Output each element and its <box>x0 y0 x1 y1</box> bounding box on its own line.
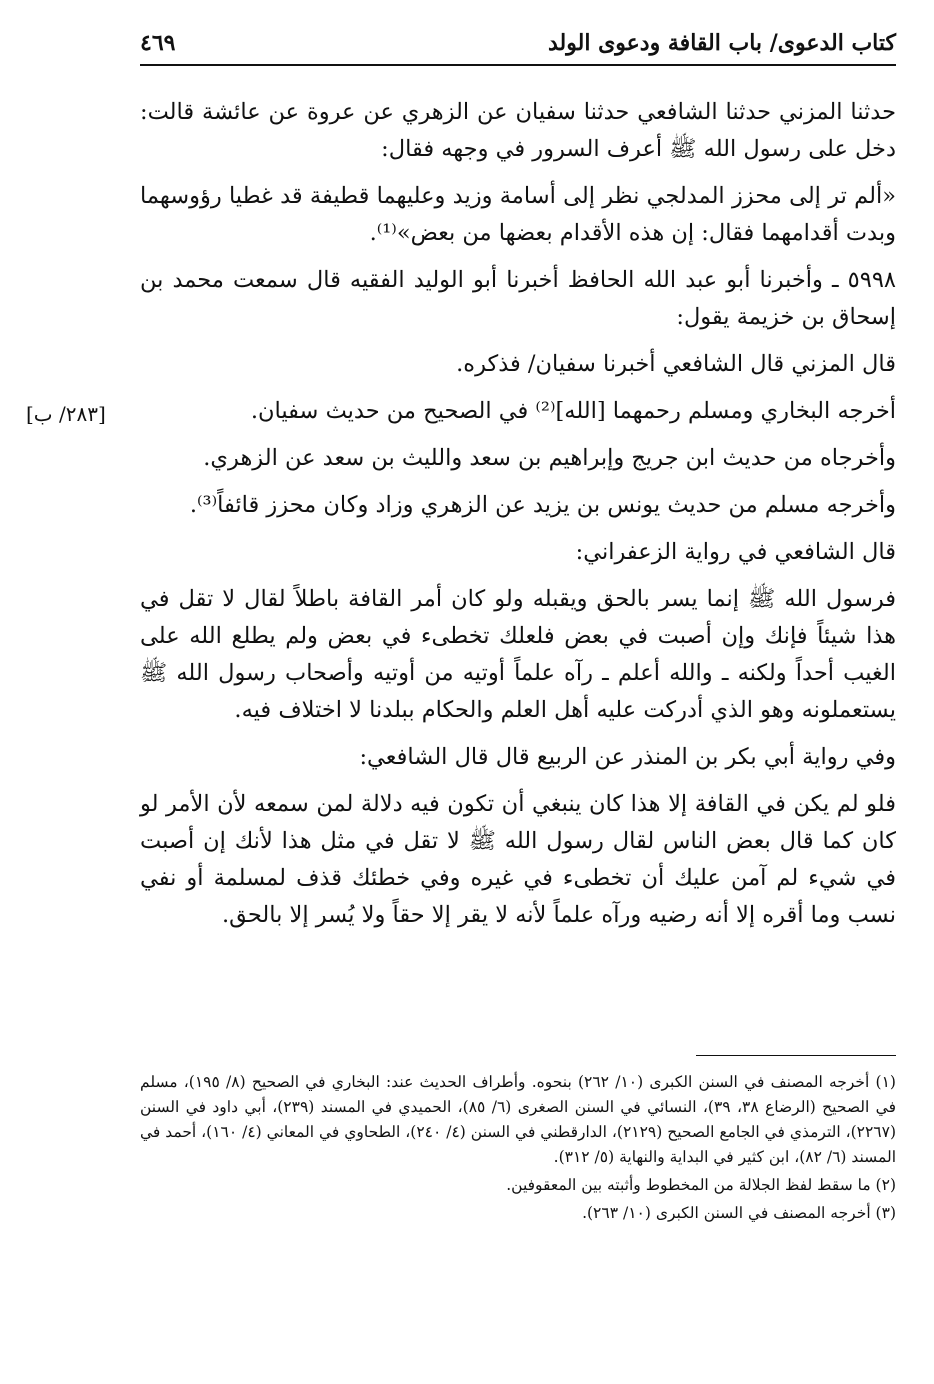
footnote-divider <box>696 1055 896 1056</box>
paragraph: ٥٩٩٨ ـ وأخبرنا أبو عبد الله الحافظ أخبرنا أبو الوليد الفقيه قال سمعت محمد بن إسحاق بن خزيمة يقول: <box>140 267 896 330</box>
paragraph: حدثنا المزني حدثنا الشافعي حدثنا سفيان عن الزهري عن عروة عن عائشة قالت: دخل على رسول الله ﷺ أعرف السرور في وجهه فقال: <box>140 99 896 162</box>
paragraph: وأخرجه مسلم من حديث يونس بن يزيد عن الزهري وزاد وكان محزز قائفاً⁽³⁾. <box>189 492 896 518</box>
paragraph: أخرجه البخاري ومسلم رحمهما [الله]⁽²⁾ في الصحيح من حديث سفيان. <box>250 398 896 424</box>
paragraph: وفي رواية أبي بكر بن المنذر عن الربيع قال قال الشافعي: <box>359 744 896 770</box>
manuscript-folio-ref: [٢٨٣/ ب] <box>26 402 106 426</box>
page-header <box>140 28 896 66</box>
chapter-title: كتاب الدعوى/ باب القافة ودعوى الولد <box>548 30 896 56</box>
footnote: (٢) ما سقط لفظ الجلالة من المخطوط وأثبته بين المعقوفين. <box>506 1176 896 1194</box>
paragraph: قال المزني قال الشافعي أخبرنا سفيان/ فذكره. <box>456 351 896 377</box>
paragraph: وأخرجاه من حديث ابن جريج وإبراهيم بن سعد والليث بن سعد عن الزهري. <box>203 445 896 471</box>
main-text <box>140 94 896 944</box>
page-number: ٤٦٩ <box>140 30 176 56</box>
paragraph: «ألم تر إلى محزز المدلجي نظر إلى أسامة وزيد وعليهما قطيفة قد غطيا رؤوسهما وبدت أقدامهما فقال: إن هذه الأقدام بعضها من بعض»⁽¹⁾. <box>140 183 896 246</box>
paragraph: فلو لم يكن في القافة إلا هذا كان ينبغي أن تكون فيه دلالة لمن سمعه لأن الأمر لو كان كما قال بعض الناس لقال رسول الله ﷺ لا تقل في مثل هذا لأنك إن أصبت في شيء لم آمن عليك أن تخطىء في غيره وفي خطئك قذف لمسلمة أو نفي نسب وما أقره إلا أنه رضيه ورآه علماً لأنه لا يقر إلا حقاً ولا يُسر إلا بالحق. <box>140 791 896 928</box>
paragraph: قال الشافعي في رواية الزعفراني: <box>575 539 896 565</box>
footnotes <box>140 1070 896 1229</box>
footnote: (٣) أخرجه المصنف في السنن الكبرى (١٠/ ٢٦٣). <box>582 1204 896 1222</box>
paragraph: فرسول الله ﷺ إنما يسر بالحق ويقبله ولو كان أمر القافة باطلاً لقال لا تقل في هذا شيئاً فإنك وإن أصبت في بعض فلعلك تخطىء في بعض ولم يطلع الله على الغيب أحداً ولكنه ـ والله أعلم ـ رآه علماً أوتيه من أوتيه وأصحاب رسول الله ﷺ يستعملونه وهو الذي أدركت عليه أهل العلم والحكام ببلدنا لا اختلاف فيه. <box>140 586 896 723</box>
footnote: (١) أخرجه المصنف في السنن الكبرى (١٠/ ٢٦٢) بنحوه. وأطراف الحديث عند: البخاري في الصحيح (٨/ ١٩٥)، مسلم في الصحيح (الرضاع ٣٨، ٣٩)، النسائي في السنن الصغرى (٦/ ٨٥)، الحميدي في المسند (٢٣٩)، أبي داود في السنن (٢٢٦٧)، الترمذي في الجامع الصحيح (٢١٢٩)، الدارقطني في السنن (٤/ ٢٤٠)، الطحاوي في المعاني (٤/ ١٦٠)، أحمد في المسند (٦/ ٨٢)، ابن كثير في البداية والنهاية (٥/ ٣١٢). <box>139 1073 897 1166</box>
